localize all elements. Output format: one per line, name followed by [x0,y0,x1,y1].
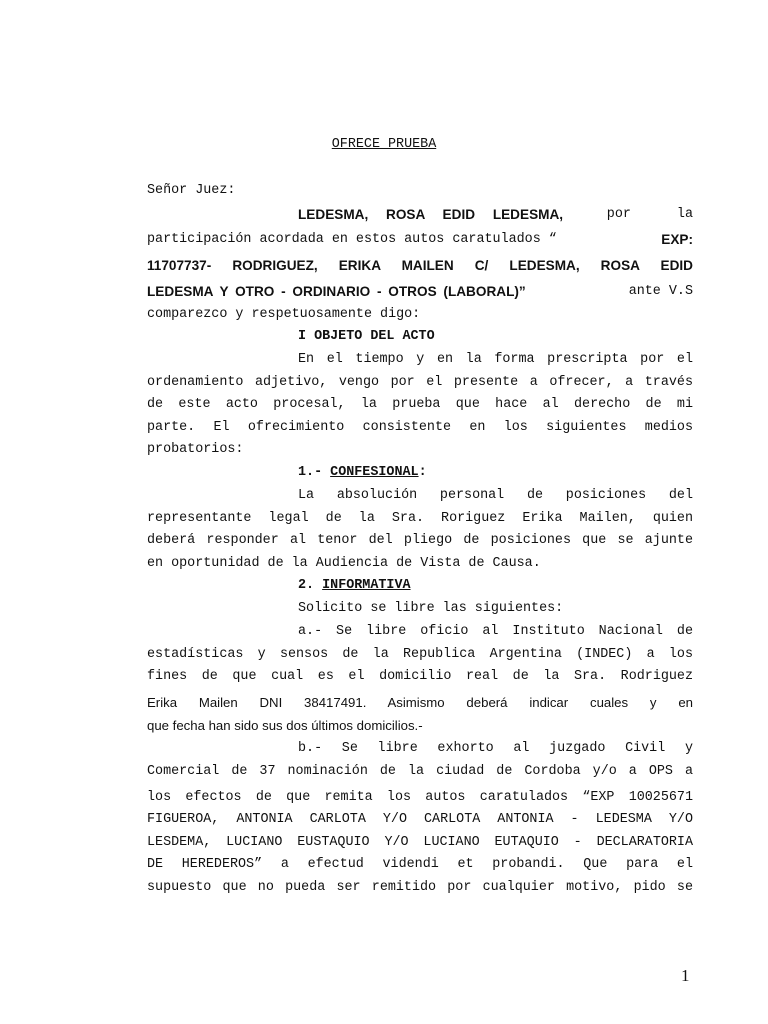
section-heading-objeto: I OBJETO DEL ACTO [298,329,435,344]
item-1-label: CONFESIONAL [330,465,419,480]
greeting: Señor Juez: [147,183,236,198]
confesional-line: La absolución personal de posiciones del [298,488,693,503]
item-a-line: fines de que cual es el domicilio real de la Sra. Rodriguez [147,669,693,684]
item-heading-informativa [298,578,693,594]
objeto-line: parte. El ofrecimiento consistente en los siguientes medios [147,420,693,435]
item-2-number: 2. [298,578,315,593]
objeto-line: de este acto procesal, la prueba que hace al derecho de mi [147,397,693,412]
item-heading-confesional [298,465,693,481]
caption-line-1: 11707737- RODRIGUEZ, ERIKA MAILEN C/ LEDESMA, ROSA EDID [147,258,693,273]
item-a-line: que fecha han sido sus dos últimos domicilios.- [147,718,423,733]
item-b-line: supuesto que no pueda ser remitido por cualquier motivo, pido se [147,880,693,895]
intro-text-1: por la [606,207,693,222]
item-b-line: Comercial de 37 nominación de la ciudad de Cordoba y/o a OPS a [147,764,693,779]
caption-tail: ante V.S [628,284,693,299]
caption-text-2: LEDESMA Y OTRO - ORDINARIO - OTROS (LABORAL)” [147,284,526,299]
confesional-line: deberá responder al tenor del pliego de posiciones que se ajunte [147,533,693,548]
confesional-line: en oportunidad de la Audiencia de Vista de Causa. [147,556,541,571]
objeto-line: probatorios: [147,442,244,457]
document-title: OFRECE PRUEBA [331,137,437,152]
item-1-colon: : [418,465,427,480]
item-2-label: INFORMATIVA [322,578,411,593]
objeto-line: En el tiempo y en la forma prescripta por el [298,352,693,367]
party-name: LEDESMA, ROSA EDID LEDESMA, [298,207,564,222]
informativa-intro: Solicito se libre las siguientes: [298,601,564,616]
page-number: 1 [681,966,690,985]
item-a-line: Erika Mailen DNI 38417491. Asimismo deberá indicar cuales y en [147,695,693,710]
intro-text-2: participación acordada en estos autos caratulados “ [147,232,557,247]
exp-label: EXP: [661,232,693,247]
item-1-number: 1.- [298,465,323,480]
intro-line-3: comparezco y respetuosamente digo: [147,307,421,322]
intro-line-2 [147,232,693,248]
item-b-line: FIGUEROA, ANTONIA CARLOTA Y/O CARLOTA ANTONIA - LEDESMA Y/O [147,812,693,827]
party-line [298,207,693,223]
confesional-line: representante legal de la Sra. Roriguez Erika Mailen, quien [147,511,693,526]
item-b-line: los efectos de que remita los autos caratulados “EXP 10025671 [147,790,693,805]
caption-line-2 [147,284,693,300]
item-a-line: a.- Se libre oficio al Instituto Nacional de [298,624,693,639]
item-b-line: b.- Se libre exhorto al juzgado Civil y [298,741,693,756]
item-b-line: LESDEMA, LUCIANO EUSTAQUIO Y/O LUCIANO EUTAQUIO - DECLARATORIA [147,835,693,850]
objeto-line: ordenamiento adjetivo, vengo por el presente a ofrecer, a través [147,375,693,390]
item-b-line: DE HEREDEROS” a efectud videndi et probandi. Que para el [147,857,693,872]
item-a-line: estadísticas y sensos de la Republica Argentina (INDEC) a los [147,647,693,662]
